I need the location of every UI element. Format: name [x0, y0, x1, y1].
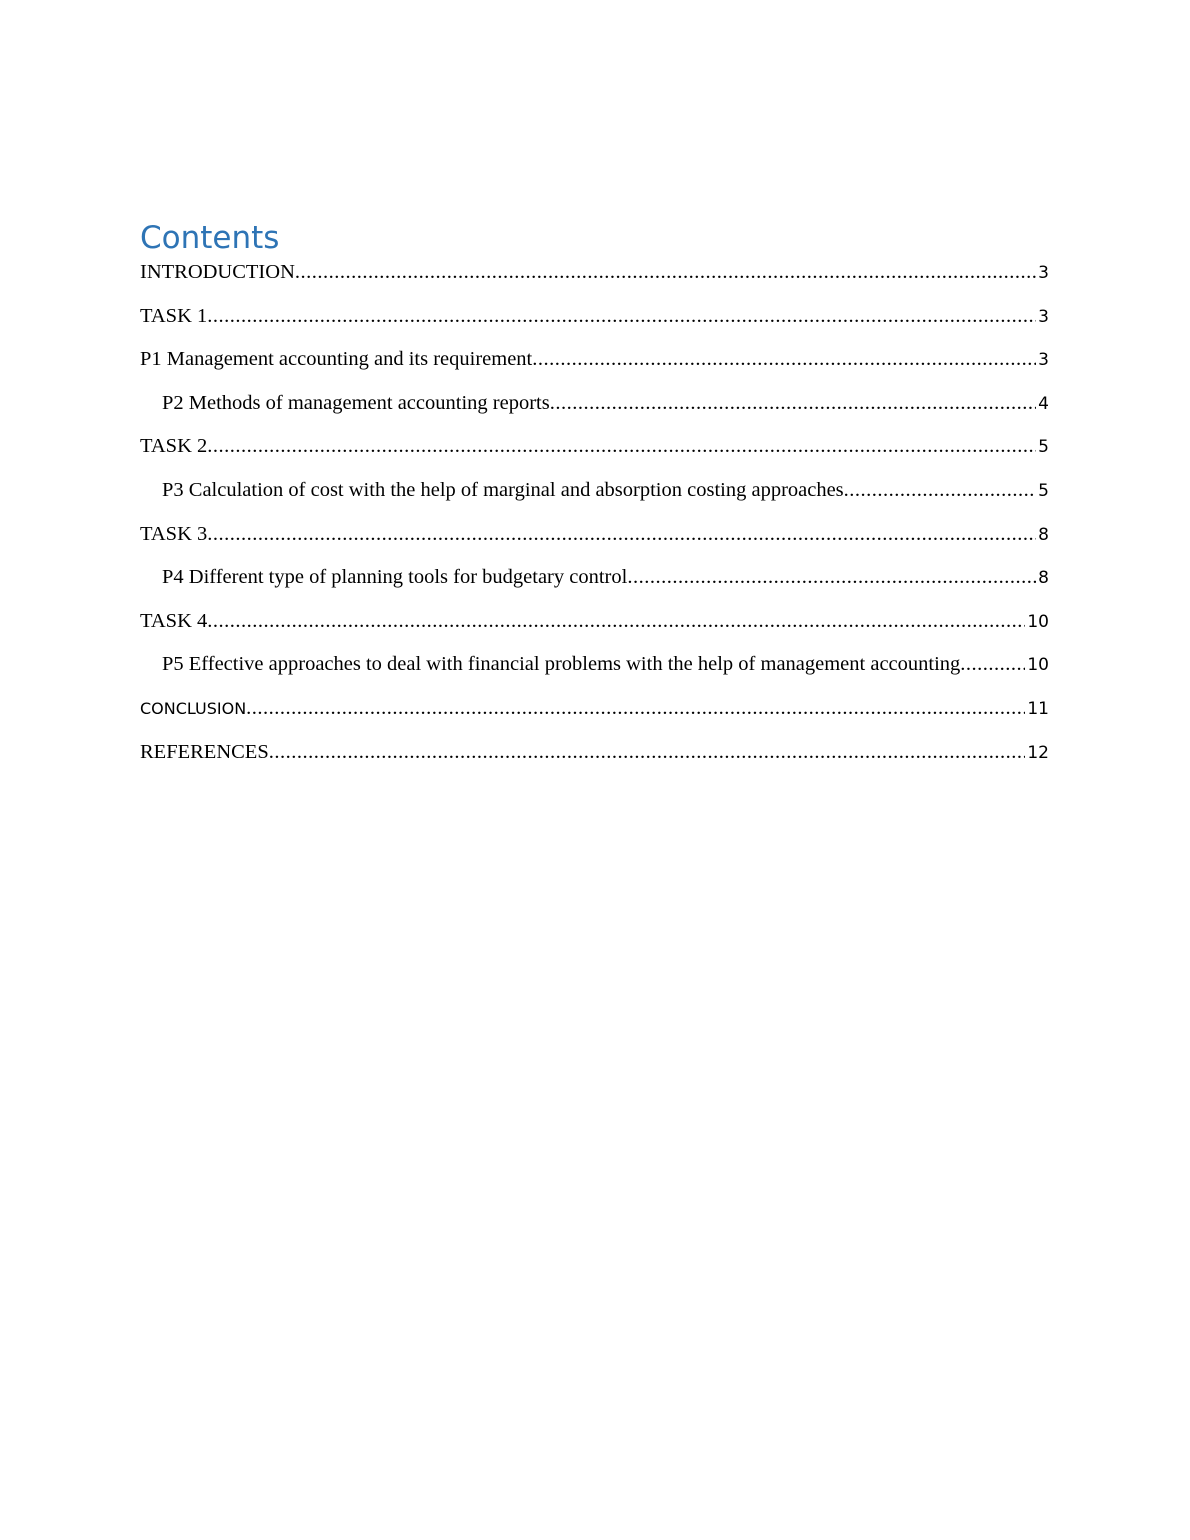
toc-page-number: 8 — [1038, 568, 1049, 589]
toc-link-references[interactable] — [140, 735, 1049, 779]
toc-item — [140, 560, 1049, 604]
toc-item — [140, 647, 1049, 691]
toc-dot-leader — [627, 560, 1036, 594]
table-of-contents — [140, 255, 1049, 778]
toc-page-number: 4 — [1038, 393, 1049, 414]
toc-item — [140, 604, 1049, 648]
toc-page-number: 3 — [1038, 350, 1049, 371]
toc-item — [140, 517, 1049, 561]
toc-link-p3[interactable] — [140, 473, 1049, 517]
toc-entry-title: INTRODUCTION — [140, 261, 295, 283]
toc-entry-title: REFERENCES — [140, 740, 269, 763]
toc-entry-title: P5 Effective approaches to deal with financial problems with the help of management accounting — [162, 653, 961, 676]
toc-link-task-4[interactable] — [140, 604, 1049, 648]
toc-item — [140, 299, 1049, 343]
toc-item — [140, 255, 1049, 299]
toc-page-number: 10 — [1027, 655, 1049, 676]
toc-link-conclusion[interactable] — [140, 691, 1049, 735]
toc-page-number: 3 — [1038, 263, 1049, 283]
toc-entry-title: P3 Calculation of cost with the help of marginal and absorption costing approaches — [162, 478, 844, 501]
toc-entry-title: TASK 1 — [140, 304, 208, 327]
toc-entry-title: P1 Management accounting and its requirement — [140, 348, 533, 371]
toc-item — [140, 386, 1049, 430]
toc-link-task-3[interactable] — [140, 517, 1049, 561]
toc-page-number: 5 — [1038, 480, 1049, 501]
toc-dot-leader — [207, 299, 1036, 333]
toc-dot-leader — [207, 604, 1025, 638]
toc-link-p2[interactable] — [140, 386, 1049, 430]
toc-entry-title: TASK 3 — [140, 522, 208, 545]
toc-item — [140, 473, 1049, 517]
toc-entry-title: P2 Methods of management accounting reports — [162, 391, 550, 414]
toc-item — [140, 429, 1049, 473]
toc-page-number: 8 — [1038, 524, 1049, 545]
toc-heading: Contents — [140, 220, 280, 256]
toc-dot-leader — [246, 691, 1025, 725]
toc-page-number: 10 — [1027, 611, 1049, 632]
toc-link-p4[interactable] — [140, 560, 1049, 604]
toc-dot-leader — [550, 386, 1036, 420]
toc-entry-title: P4 Different type of planning tools for budgetary control — [162, 566, 628, 589]
toc-dot-leader — [269, 735, 1026, 769]
toc-dot-leader — [960, 647, 1025, 681]
toc-dot-leader — [207, 429, 1036, 463]
toc-link-p1[interactable] — [140, 342, 1049, 386]
toc-item — [140, 691, 1049, 735]
toc-entry-title: TASK 4 — [140, 609, 208, 632]
toc-item — [140, 342, 1049, 386]
toc-link-introduction[interactable] — [140, 255, 1049, 299]
toc-link-task-1[interactable] — [140, 299, 1049, 343]
toc-page-number: 12 — [1027, 742, 1049, 763]
toc-link-task-2[interactable] — [140, 429, 1049, 473]
toc-dot-leader — [844, 473, 1037, 507]
toc-dot-leader — [532, 342, 1036, 376]
toc-item — [140, 735, 1049, 779]
toc-page-number: 3 — [1038, 306, 1049, 327]
toc-page-number: 11 — [1027, 698, 1049, 719]
toc-entry-title: TASK 2 — [140, 435, 208, 458]
toc-entry-title: CONCLUSION — [140, 698, 247, 718]
toc-page-number: 5 — [1038, 437, 1049, 458]
toc-dot-leader — [207, 517, 1036, 551]
toc-dot-leader — [295, 255, 1036, 289]
toc-link-p5[interactable] — [140, 647, 1049, 691]
